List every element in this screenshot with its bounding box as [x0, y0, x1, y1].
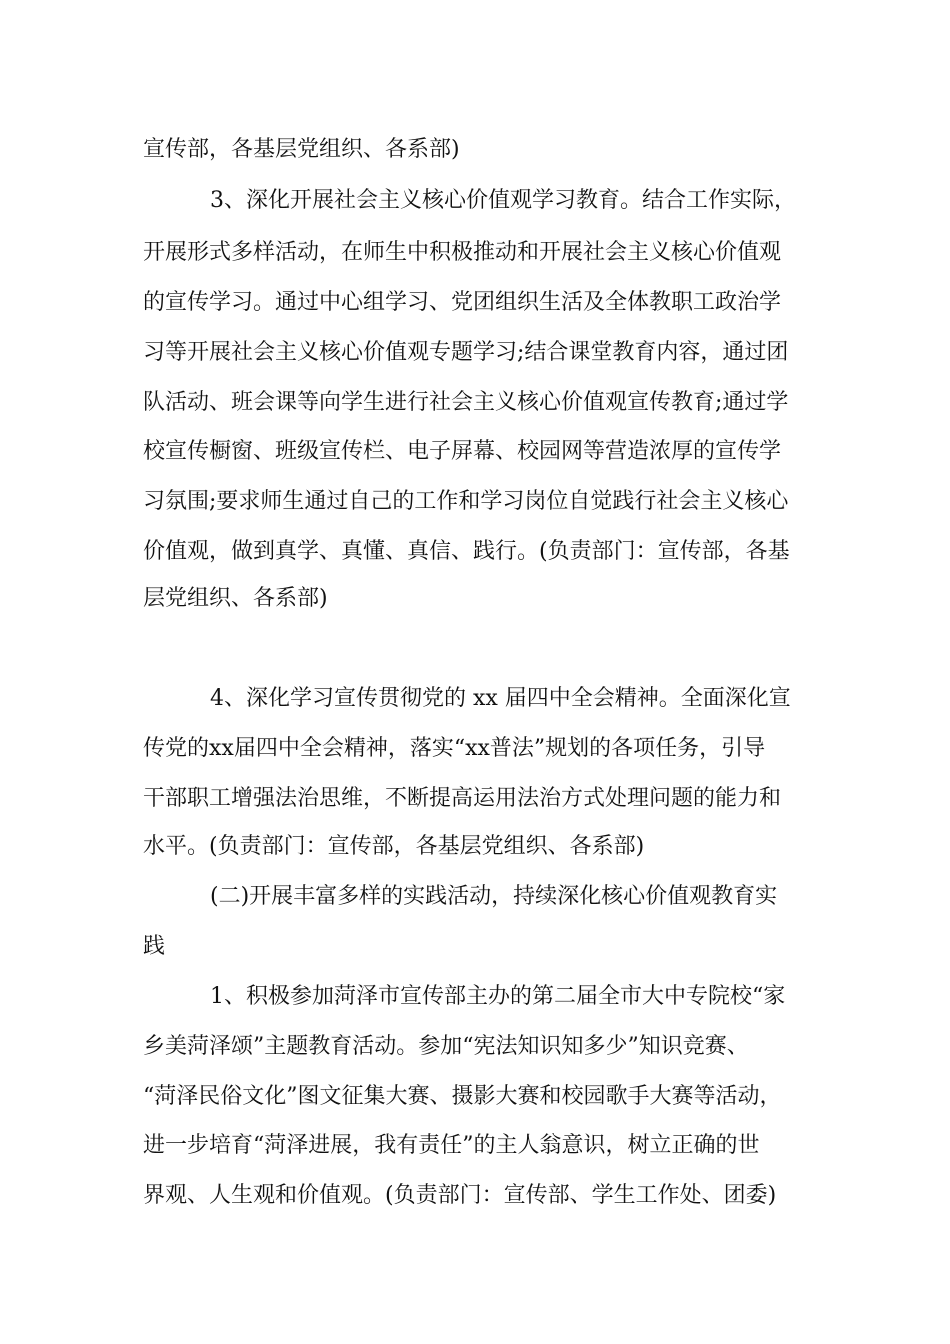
text-line: 习等开展社会主义核心价值观专题学习;结合课堂教育内容，通过团 [143, 340, 789, 365]
text-line: 队活动、班会课等向学生进行社会主义核心价值观宣传教育;通过学 [143, 390, 789, 415]
text-line: 层党组织、各系部) [143, 586, 328, 611]
section-heading: (二)开展丰富多样的实践活动，持续深化核心价值观教育实 [210, 884, 778, 909]
text-line: 宣传部，各基层党组织、各系部) [143, 137, 460, 162]
text-line: 的宣传学习。通过中心组学习、党团组织生活及全体教职工政治学 [143, 290, 782, 315]
text-line: 干部职工增强法治思维，不断提高运用法治方式处理问题的能力和 [143, 786, 782, 811]
paragraph-first-line: 4、深化学习宣传贯彻党的 xx 届四中全会精神。全面深化宣 [210, 686, 791, 711]
text-line: 水平。(负责部门：宣传部，各基层党组织、各系部) [143, 834, 645, 859]
text-line: 开展形式多样活动，在师生中积极推动和开展社会主义核心价值观 [143, 240, 782, 265]
text-line: 界观、人生观和价值观。(负责部门：宣传部、学生工作处、团委) [143, 1183, 777, 1208]
paragraph-first-line: 1、积极参加菏泽市宣传部主办的第二届全市大中专院校“家 [210, 984, 786, 1009]
text-line: 传党的xx届四中全会精神，落实“xx普法”规划的各项任务，引导 [143, 736, 766, 761]
text-line: 进一步培育“菏泽进展，我有责任”的主人翁意识，树立正确的世 [143, 1133, 760, 1158]
text-line: 习氛围;要求师生通过自己的工作和学习岗位自觉践行社会主义核心 [143, 489, 789, 514]
text-line: 践 [143, 934, 166, 959]
text-line: 校宣传橱窗、班级宣传栏、电子屏幕、校园网等营造浓厚的宣传学 [143, 439, 782, 464]
text-line: 价值观，做到真学、真懂、真信、践行。(负责部门：宣传部，各基 [143, 539, 790, 564]
paragraph-first-line: 3、深化开展社会主义核心价值观学习教育。结合工作实际， [210, 188, 796, 213]
text-line: “菏泽民俗文化”图文征集大赛、摄影大赛和校园歌手大赛等活动， [143, 1084, 782, 1109]
text-line: 乡美菏泽颂”主题教育活动。参加“宪法知识知多少”知识竞赛、 [143, 1034, 749, 1059]
